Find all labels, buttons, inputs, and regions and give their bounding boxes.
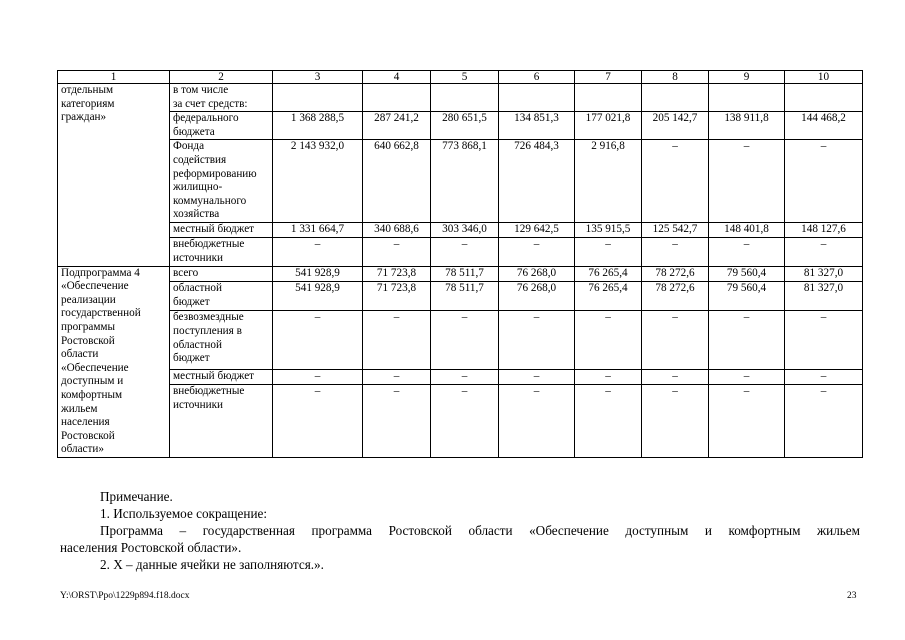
value-cell: – — [363, 238, 431, 266]
value-cell: – — [785, 238, 863, 266]
value-cell: – — [575, 385, 642, 458]
table-row — [58, 311, 863, 369]
table-row — [58, 84, 863, 112]
program-label-cell: отдельным категориям граждан» — [58, 84, 170, 267]
value-cell: – — [709, 385, 785, 458]
funding-source-cell: внебюджетные источники — [170, 238, 273, 266]
value-cell: – — [363, 385, 431, 458]
value-cell: 81 327,0 — [785, 282, 863, 311]
value-cell: – — [431, 238, 499, 266]
value-cell — [431, 84, 499, 112]
funding-source-cell: местный бюджет — [170, 223, 273, 238]
value-cell: 134 851,3 — [499, 112, 575, 140]
value-cell: 1 331 664,7 — [273, 223, 363, 238]
value-cell: – — [785, 311, 863, 369]
value-cell: 280 651,5 — [431, 112, 499, 140]
table-row — [58, 140, 863, 223]
value-cell: – — [363, 369, 431, 385]
column-number: 3 — [273, 71, 363, 84]
funding-source-cell: безвозмездные поступления в областной бюджет — [170, 311, 273, 369]
column-number: 1 — [58, 71, 170, 84]
value-cell: – — [273, 385, 363, 458]
value-cell — [785, 84, 863, 112]
funding-source-cell: в том числе за счет средств: — [170, 84, 273, 112]
footer-file-path: Y:\ORST\Ppo\1229p894.f18.docx — [60, 591, 190, 601]
value-cell — [499, 84, 575, 112]
value-cell: 287 241,2 — [363, 112, 431, 140]
funding-source-cell: местный бюджет — [170, 369, 273, 385]
value-cell: 205 142,7 — [642, 112, 709, 140]
value-cell: 79 560,4 — [709, 282, 785, 311]
column-number: 10 — [785, 71, 863, 84]
note-item-2: 2. Х – данные ячейки не заполняются.». — [100, 557, 324, 572]
budget-table — [57, 70, 863, 458]
table-row — [58, 385, 863, 458]
table-row — [58, 369, 863, 385]
value-cell: 2 143 932,0 — [273, 140, 363, 223]
value-cell: – — [499, 369, 575, 385]
program-label-cell: Подпрограмма 4 «Обеспечение реализации государственной программы Ростовской области «Обеспечение доступным и комфортным жильем населения Ростовской области» — [58, 266, 170, 457]
value-cell: 144 468,2 — [785, 112, 863, 140]
value-cell: – — [785, 140, 863, 223]
value-cell: – — [642, 369, 709, 385]
value-cell: 125 542,7 — [642, 223, 709, 238]
value-cell: – — [273, 311, 363, 369]
value-cell: – — [499, 238, 575, 266]
footer-page-number: 23 — [847, 591, 857, 601]
column-number: 9 — [709, 71, 785, 84]
value-cell: – — [709, 311, 785, 369]
value-cell: 138 911,8 — [709, 112, 785, 140]
column-number-row — [58, 71, 863, 84]
note-program-line-1: Программа – государственная программа Ростовской области «Обеспечение доступным и комфортным жильем — [100, 523, 860, 538]
value-cell: 76 265,4 — [575, 266, 642, 282]
value-cell: 541 928,9 — [273, 282, 363, 311]
value-cell: 148 401,8 — [709, 223, 785, 238]
value-cell: 71 723,8 — [363, 266, 431, 282]
value-cell: 81 327,0 — [785, 266, 863, 282]
table-row — [58, 223, 863, 238]
value-cell: 726 484,3 — [499, 140, 575, 223]
value-cell: – — [363, 311, 431, 369]
value-cell: 340 688,6 — [363, 223, 431, 238]
value-cell — [642, 84, 709, 112]
column-number: 2 — [170, 71, 273, 84]
value-cell: 76 268,0 — [499, 282, 575, 311]
note-program-line-2: населения Ростовской области». — [60, 540, 242, 555]
value-cell: 71 723,8 — [363, 282, 431, 311]
table-row — [58, 238, 863, 266]
column-number: 5 — [431, 71, 499, 84]
value-cell: – — [431, 385, 499, 458]
value-cell: 1 368 288,5 — [273, 112, 363, 140]
value-cell: – — [709, 369, 785, 385]
value-cell — [363, 84, 431, 112]
value-cell: – — [785, 369, 863, 385]
column-number: 7 — [575, 71, 642, 84]
value-cell: 640 662,8 — [363, 140, 431, 223]
value-cell: – — [709, 140, 785, 223]
value-cell — [575, 84, 642, 112]
table-row — [58, 266, 863, 282]
note-title: Примечание. — [100, 489, 173, 504]
value-cell: – — [642, 385, 709, 458]
value-cell: – — [431, 311, 499, 369]
value-cell: 78 272,6 — [642, 266, 709, 282]
value-cell: 76 265,4 — [575, 282, 642, 311]
value-cell: – — [499, 311, 575, 369]
table-row — [58, 112, 863, 140]
value-cell: – — [273, 238, 363, 266]
value-cell: 303 346,0 — [431, 223, 499, 238]
value-cell: 541 928,9 — [273, 266, 363, 282]
value-cell: 78 511,7 — [431, 282, 499, 311]
value-cell: – — [431, 369, 499, 385]
column-number: 4 — [363, 71, 431, 84]
funding-source-cell: внебюджетные источники — [170, 385, 273, 458]
note-block — [60, 488, 860, 573]
value-cell: – — [785, 385, 863, 458]
funding-source-cell: областной бюджет — [170, 282, 273, 311]
value-cell: – — [273, 369, 363, 385]
value-cell: 78 272,6 — [642, 282, 709, 311]
value-cell: – — [575, 311, 642, 369]
value-cell: 773 868,1 — [431, 140, 499, 223]
value-cell: – — [575, 238, 642, 266]
value-cell: – — [575, 369, 642, 385]
value-cell — [273, 84, 363, 112]
note-item-1: 1. Используемое сокращение: — [100, 506, 268, 521]
value-cell: – — [642, 140, 709, 223]
funding-source-cell: Фонда содействия реформированию жилищно- коммунального хозяйства — [170, 140, 273, 223]
value-cell: 79 560,4 — [709, 266, 785, 282]
value-cell: 177 021,8 — [575, 112, 642, 140]
value-cell: – — [499, 385, 575, 458]
funding-source-cell: федерального бюджета — [170, 112, 273, 140]
column-number: 8 — [642, 71, 709, 84]
value-cell: 129 642,5 — [499, 223, 575, 238]
value-cell: 78 511,7 — [431, 266, 499, 282]
value-cell: 148 127,6 — [785, 223, 863, 238]
value-cell: 2 916,8 — [575, 140, 642, 223]
value-cell: 76 268,0 — [499, 266, 575, 282]
table-row — [58, 282, 863, 311]
value-cell — [709, 84, 785, 112]
value-cell: 135 915,5 — [575, 223, 642, 238]
value-cell: – — [709, 238, 785, 266]
value-cell: – — [642, 238, 709, 266]
column-number: 6 — [499, 71, 575, 84]
value-cell: – — [642, 311, 709, 369]
funding-source-cell: всего — [170, 266, 273, 282]
